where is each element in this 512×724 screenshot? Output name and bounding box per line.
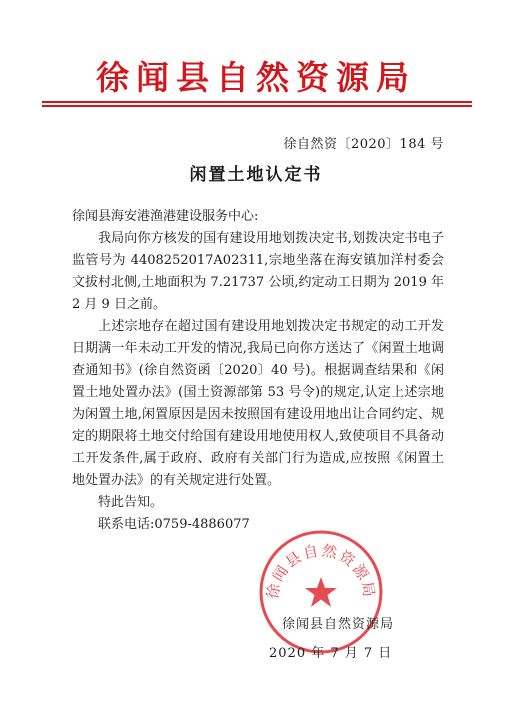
document-title: 闲置土地认定书 — [189, 165, 323, 185]
closing-notice: 特此告知。 — [98, 495, 164, 510]
seal-text: 徐闻县自然资源局 — [263, 541, 379, 601]
contact-phone: 联系电话:0759-4886077 — [98, 517, 250, 532]
signer: 徐闻县自然资源局 — [282, 617, 395, 632]
issuer-header: 徐闻县自然资源局 — [96, 58, 416, 97]
paragraph-2: 上述宗地存在超过国有建设用地划拨决定书规定的动工开发日期满一年未动工开发的情况,我局已向你方送达了《闲置土地调查通知书》(徐自然资函〔2020〕40 号)。根据调查结果和《闲置土地处置办法》(国土资源部第 53 号令)的规定,认定上述宗地为闲置土地,闲置原因是因未按照国有建设用地出让合同约定、规定的期限将土地交付给国有建设用地使用权人,致使项目不具备动工开发条件,属于政府、政府有关部门行为造成,应按照《闲置土地处置办法》的有关规定进行处置。 — [72, 319, 444, 488]
issue-date: 2020 年 7 月 7 日 — [269, 646, 393, 661]
seal-star-icon — [305, 577, 337, 607]
official-seal — [256, 527, 386, 657]
header-rule-top — [42, 101, 472, 103]
paragraph-1: 我局向你方核发的国有建设用地划拨决定书,划拨决定书电子监管号为 4408252017A02311,宗地坐落在海安镇加洋村委会文拔村北侧,土地面积为 7.21737 公顷,约定动工日期为 2019 年 2 月 9 日之前。 — [72, 231, 444, 312]
document-number: 徐自然资〔2020〕184 号 — [283, 137, 444, 152]
document-body — [72, 206, 444, 536]
addressee: 徐闻县海安港渔港建设服务中心: — [72, 209, 259, 224]
header-rule-bottom — [42, 105, 472, 107]
